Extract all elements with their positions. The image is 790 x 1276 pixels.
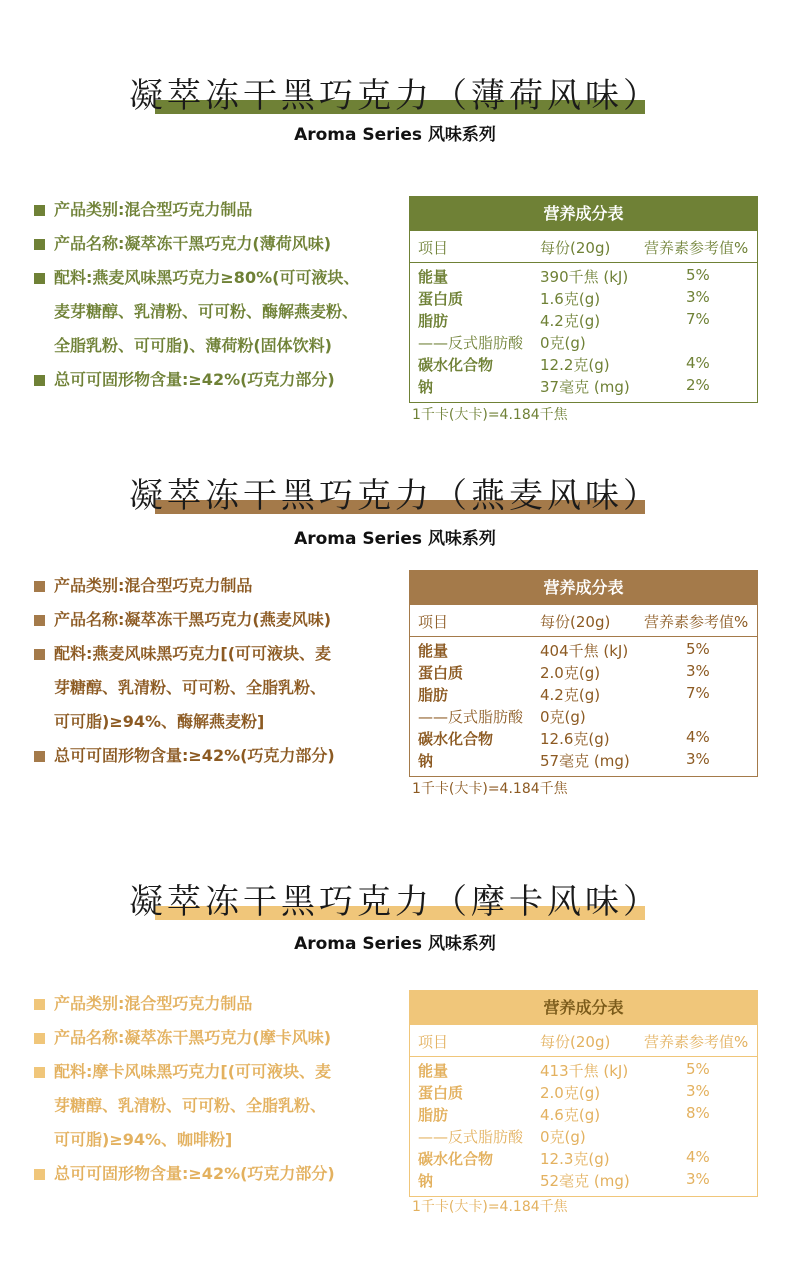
bullet-square-icon (34, 273, 45, 284)
bullet-square-icon (34, 1067, 45, 1078)
column-nrv: 营养素参考值% (644, 613, 749, 631)
info-item: 产品名称:凝萃冻干黑巧克力(摩卡风味) (32, 1021, 382, 1055)
info-item-continued: 全脂乳粉、可可脂)、薄荷粉(固体饮料) (54, 336, 332, 355)
product-info-list (32, 193, 382, 397)
table-row: 钠 57毫克 (mg) 3% (418, 750, 710, 770)
column-serving: 每份(20g) (540, 239, 611, 257)
table-row: 能量 390千焦 (kJ) 5% (418, 266, 710, 286)
table-row: 碳水化合物 12.3克(g) 4% (418, 1148, 710, 1168)
table-row: ——反式脂肪酸 0克(g) (418, 1128, 586, 1146)
bullet-square-icon (34, 375, 45, 386)
info-item: 总可可固形物含量:≥42%(巧克力部分) (32, 1157, 382, 1191)
energy-conversion-note: 1千卡(大卡)=4.184千焦 (412, 1199, 568, 1215)
table-row: 钠 52毫克 (mg) 3% (418, 1170, 710, 1190)
nutrition-table-columns (410, 605, 757, 637)
info-item: 总可可固形物含量:≥42%(巧克力部分) (32, 363, 382, 397)
nutrition-table-header: 营养成分表 (410, 991, 757, 1025)
energy-conversion-note: 1千卡(大卡)=4.184千焦 (412, 781, 568, 797)
nutrition-table-columns (410, 231, 757, 263)
column-serving: 每份(20g) (540, 613, 611, 631)
info-item: 产品名称:凝萃冻干黑巧克力(燕麦风味) (32, 603, 382, 637)
bullet-square-icon (34, 615, 45, 626)
column-nrv: 营养素参考值% (644, 239, 749, 257)
column-item: 项目 (418, 239, 449, 257)
table-row: 蛋白质 2.0克(g) 3% (418, 662, 710, 682)
bullet-square-icon (34, 649, 45, 660)
nutrition-table (409, 570, 758, 777)
info-item: 配料:摩卡风味黑巧克力[(可可液块、麦 (32, 1055, 382, 1089)
energy-conversion-note: 1千卡(大卡)=4.184千焦 (412, 407, 568, 423)
table-row: 蛋白质 1.6克(g) 3% (418, 288, 710, 308)
info-item-continued: 芽糖醇、乳清粉、可可粉、全脂乳粉、 (54, 1096, 327, 1115)
section-title: 凝萃冻干黑巧克力（薄荷风味） (129, 76, 661, 116)
nutrition-table (409, 196, 758, 403)
product-info-list (32, 987, 382, 1191)
info-item-continued: 芽糖醇、乳清粉、可可粉、全脂乳粉、 (54, 678, 327, 697)
info-item-continued: 可可脂)≥94%、咖啡粉] (54, 1130, 233, 1149)
nutrition-table-header: 营养成分表 (410, 197, 757, 231)
info-item: 配料:燕麦风味黑巧克力≥80%(可可液块、 (32, 261, 382, 295)
table-row: ——反式脂肪酸 0克(g) (418, 708, 586, 726)
table-row: 脂肪 4.6克(g) 8% (418, 1104, 710, 1124)
table-row: 脂肪 4.2克(g) 7% (418, 684, 710, 704)
table-row: 碳水化合物 12.6克(g) 4% (418, 728, 710, 748)
product-info-list (32, 569, 382, 773)
table-row: ——反式脂肪酸 0克(g) (418, 334, 586, 352)
table-row: 碳水化合物 12.2克(g) 4% (418, 354, 710, 374)
info-item: 产品名称:凝萃冻干黑巧克力(薄荷风味) (32, 227, 382, 261)
table-row: 能量 404千焦 (kJ) 5% (418, 640, 710, 660)
bullet-square-icon (34, 205, 45, 216)
bullet-square-icon (34, 1169, 45, 1180)
bullet-square-icon (34, 999, 45, 1010)
bullet-square-icon (34, 239, 45, 250)
column-nrv: 营养素参考值% (644, 1033, 749, 1051)
info-item-continued: 可可脂)≥94%、酶解燕麦粉] (54, 712, 265, 731)
section-subtitle: Aroma Series 风味系列 (294, 125, 496, 145)
section-title: 凝萃冻干黑巧克力（燕麦风味） (129, 476, 661, 516)
nutrition-table (409, 990, 758, 1197)
bullet-square-icon (34, 751, 45, 762)
info-item: 产品类别:混合型巧克力制品 (32, 987, 382, 1021)
table-row: 能量 413千焦 (kJ) 5% (418, 1060, 710, 1080)
section-subtitle: Aroma Series 风味系列 (294, 934, 496, 954)
table-row: 蛋白质 2.0克(g) 3% (418, 1082, 710, 1102)
info-item: 配料:燕麦风味黑巧克力[(可可液块、麦 (32, 637, 382, 671)
info-item: 产品类别:混合型巧克力制品 (32, 193, 382, 227)
column-item: 项目 (418, 613, 449, 631)
nutrition-table-header: 营养成分表 (410, 571, 757, 605)
column-item: 项目 (418, 1033, 449, 1051)
table-row: 脂肪 4.2克(g) 7% (418, 310, 710, 330)
column-serving: 每份(20g) (540, 1033, 611, 1051)
nutrition-table-columns (410, 1025, 757, 1057)
bullet-square-icon (34, 1033, 45, 1044)
info-item-continued: 麦芽糖醇、乳清粉、可可粉、酶解燕麦粉、 (54, 302, 359, 321)
info-item: 产品类别:混合型巧克力制品 (32, 569, 382, 603)
section-subtitle: Aroma Series 风味系列 (294, 529, 496, 549)
section-title: 凝萃冻干黑巧克力（摩卡风味） (129, 882, 661, 922)
bullet-square-icon (34, 581, 45, 592)
info-item: 总可可固形物含量:≥42%(巧克力部分) (32, 739, 382, 773)
table-row: 钠 37毫克 (mg) 2% (418, 376, 710, 396)
